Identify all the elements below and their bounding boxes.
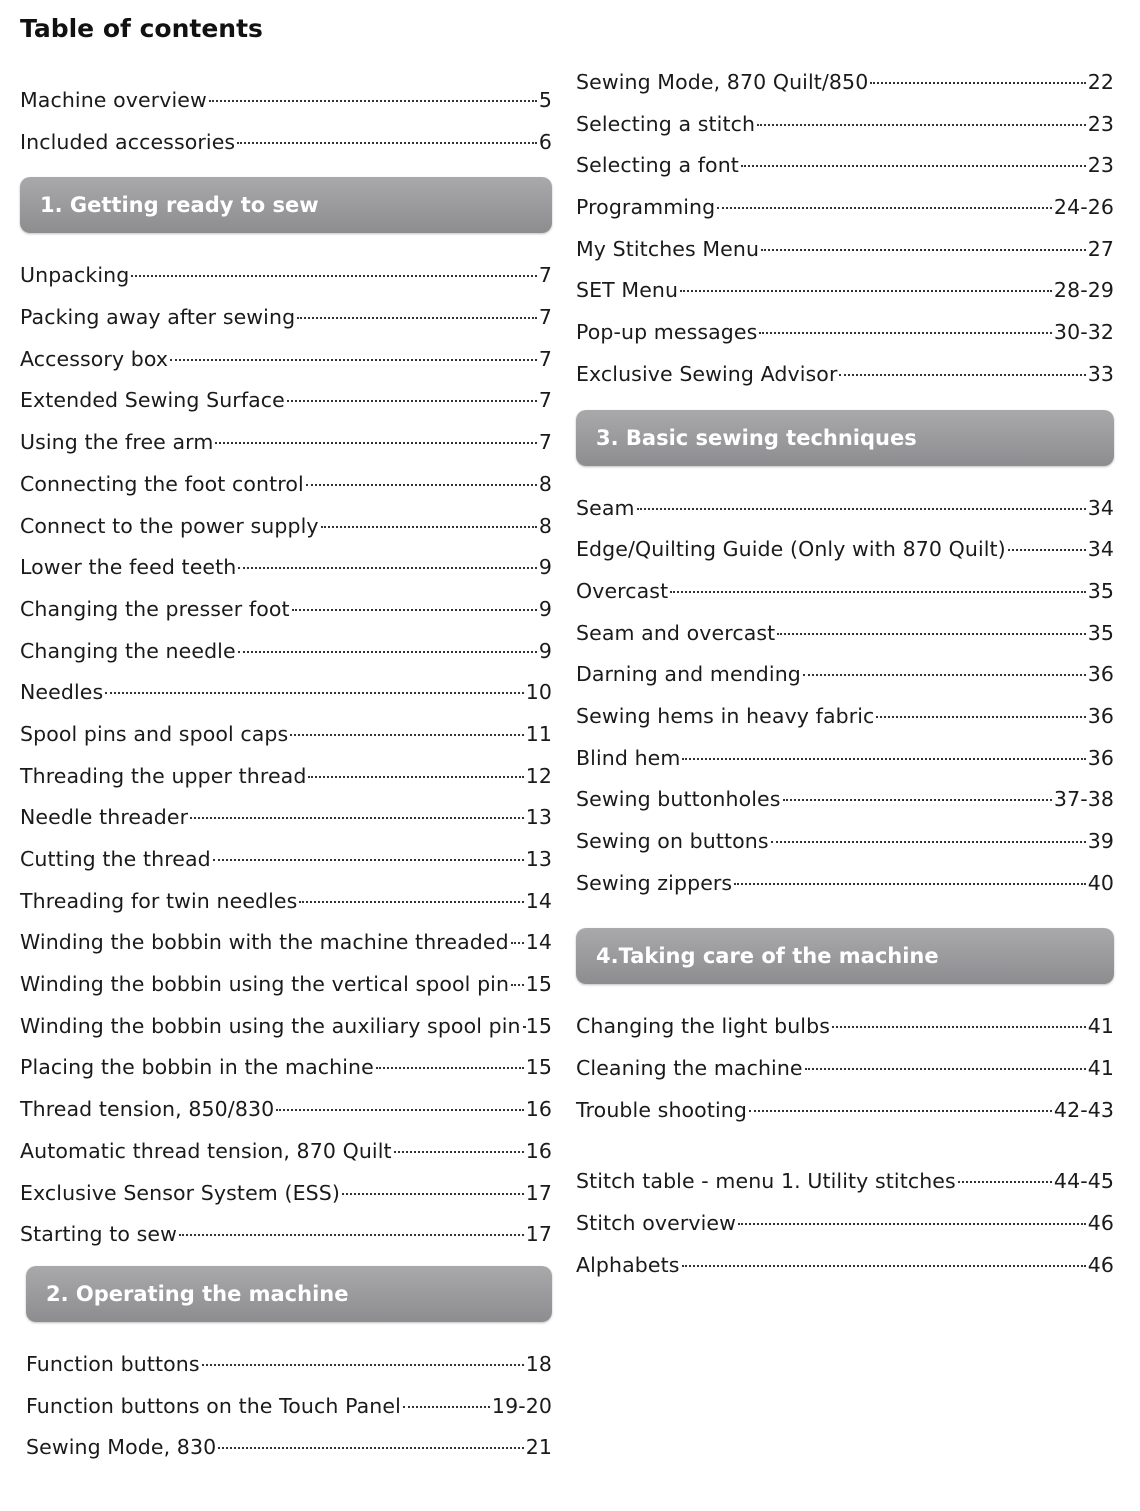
toc-entry [20, 1131, 552, 1173]
toc-entry [576, 654, 1114, 696]
toc-list-section-3 [576, 488, 1114, 905]
dot-leader [805, 1068, 1086, 1070]
right-column [576, 62, 1114, 1287]
toc-entry-page-number: 14 [525, 888, 552, 913]
toc-entry-title: Winding the bobbin using the auxiliary spool pin [20, 1013, 521, 1038]
toc-entry [20, 1173, 552, 1215]
toc-entry [20, 380, 552, 422]
toc-entry-page-number: 21 [525, 1435, 552, 1460]
dot-leader [403, 1406, 490, 1408]
toc-entry-title: Lower the feed teeth [20, 555, 237, 580]
toc-entry [20, 255, 552, 297]
dot-leader [783, 799, 1052, 801]
dot-leader [717, 207, 1052, 209]
toc-entry-title: Included accessories [20, 129, 236, 154]
toc-entry [576, 738, 1114, 780]
dot-leader [958, 1181, 1052, 1183]
toc-entry-title: Sewing on buttons [576, 829, 769, 853]
page-title: Table of contents [20, 14, 263, 43]
toc-entry [20, 797, 552, 839]
dot-leader [105, 692, 523, 694]
toc-entry-page-number: 19-20 [491, 1393, 552, 1418]
dot-leader [870, 82, 1085, 84]
dot-leader [637, 508, 1086, 510]
toc-entry [20, 547, 552, 589]
dot-leader [832, 1026, 1086, 1028]
dot-leader [342, 1193, 524, 1195]
toc-entry-page-number: 7 [538, 346, 552, 371]
toc-entry-page-number: 41 [1087, 1014, 1114, 1039]
toc-entry-page-number: 39 [1087, 829, 1114, 853]
toc-entry-page-number: 34 [1087, 495, 1114, 520]
toc-entry-page-number: 36 [1087, 662, 1114, 687]
dot-leader [218, 1447, 523, 1449]
toc-entry-title: Changing the presser foot [20, 596, 290, 621]
toc-entry [20, 1047, 552, 1089]
toc-entry-title: Darning and mending [576, 662, 801, 687]
toc-entry-title: Spool pins and spool caps [20, 721, 289, 746]
toc-entry-page-number: 22 [1087, 70, 1114, 94]
dot-leader [131, 275, 537, 277]
toc-entry-page-number: 44-45 [1053, 1169, 1114, 1194]
toc-entry-page-number: 7 [538, 388, 552, 413]
toc-entry [20, 297, 552, 339]
toc-entry-title: Changing the needle [20, 638, 236, 663]
toc-entry-page-number: 17 [525, 1222, 552, 1247]
toc-entry-page-number: 13 [525, 805, 552, 830]
spacer [576, 1131, 1114, 1161]
toc-entry [576, 354, 1114, 396]
toc-entry-title: Winding the bobbin using the vertical spool pin [20, 972, 510, 997]
toc-entry [576, 488, 1114, 530]
toc-entry-title: Connecting the foot control [20, 471, 304, 496]
toc-entry [26, 1427, 552, 1469]
toc-entry-title: Changing the light bulbs [576, 1014, 830, 1039]
toc-entry-page-number: 35 [1087, 620, 1114, 645]
toc-entry-page-number: 24-26 [1053, 195, 1114, 220]
toc-entry [20, 1089, 552, 1131]
toc-entry-title: Exclusive Sensor System (ESS) [20, 1180, 340, 1205]
toc-entry-title: Seam [576, 495, 635, 520]
dot-leader [777, 633, 1085, 635]
toc-entry-page-number: 36 [1087, 745, 1114, 770]
dot-leader [803, 674, 1086, 676]
dot-leader [299, 901, 523, 903]
toc-entry-title: Threading for twin needles [20, 888, 298, 913]
toc-entry-title: Pop-up messages [576, 320, 758, 345]
toc-entry-title: Placing the bobbin in the machine [20, 1055, 374, 1080]
toc-entry [20, 1006, 552, 1048]
toc-entry [576, 1245, 1114, 1287]
toc-entry-page-number: 11 [525, 721, 552, 746]
toc-entry-page-number: 36 [1087, 703, 1114, 728]
toc-entry [20, 122, 552, 164]
toc-entry-page-number: 33 [1087, 361, 1114, 386]
toc-entry-page-number: 9 [538, 638, 552, 663]
toc-entry-title: Starting to sew [20, 1222, 177, 1247]
toc-entry [576, 863, 1114, 905]
toc-entry-page-number: 34 [1087, 537, 1114, 562]
toc-entry-page-number: 8 [538, 513, 552, 538]
toc-entry-title: Automatic thread tension, 870 Quilt [20, 1138, 392, 1163]
toc-entry [576, 1203, 1114, 1245]
dot-leader [213, 859, 524, 861]
toc-entry-title: Needle threader [20, 805, 189, 830]
toc-entry-page-number: 46 [1087, 1211, 1114, 1236]
toc-entry-page-number: 41 [1087, 1056, 1114, 1081]
dot-leader [680, 290, 1052, 292]
toc-entry-page-number: 12 [525, 763, 552, 788]
toc-entry [576, 1048, 1114, 1090]
toc-list-section-4 [576, 1006, 1114, 1131]
toc-entry-page-number: 35 [1087, 578, 1114, 603]
toc-entry [20, 714, 552, 756]
toc-entry-title: Cleaning the machine [576, 1056, 803, 1081]
toc-entry-title: Needles [20, 680, 104, 705]
toc-entry-page-number: 5 [538, 88, 552, 112]
toc-entry-title: Seam and overcast [576, 620, 776, 645]
toc-entry-title: Function buttons [26, 1351, 200, 1376]
toc-entry [20, 631, 552, 673]
toc-entry-page-number: 28-29 [1053, 278, 1114, 303]
toc-entry-page-number: 17 [525, 1180, 552, 1205]
toc-entry-page-number: 9 [538, 555, 552, 580]
toc-entry-title: Selecting a stitch [576, 111, 756, 136]
toc-entry-title: Packing away after sewing [20, 305, 296, 330]
dot-leader [170, 359, 537, 361]
dot-leader [276, 1109, 523, 1111]
section-heading-basic-sewing: 3. Basic sewing techniques [576, 410, 1114, 466]
dot-leader [179, 1234, 524, 1236]
toc-entry [20, 881, 552, 923]
toc-entry [576, 312, 1114, 354]
toc-entry-page-number: 14 [525, 930, 552, 955]
dot-leader [321, 526, 537, 528]
toc-entry-title: Thread tension, 850/830 [20, 1097, 275, 1122]
toc-entry [20, 672, 552, 714]
toc-entry-page-number: 16 [525, 1138, 552, 1163]
toc-entry-title: Winding the bobbin with the machine threaded [20, 930, 509, 955]
toc-entry-page-number: 7 [538, 263, 552, 288]
toc-entry-title: Programming [576, 195, 716, 220]
section-heading-taking-care: 4.Taking care of the machine [576, 928, 1114, 984]
toc-entry-title: Edge/Quilting Guide (Only with 870 Quilt) [576, 537, 1006, 562]
dot-leader [237, 142, 537, 144]
toc-entry-title: Sewing zippers [576, 870, 733, 895]
toc-entry [576, 779, 1114, 821]
toc-entry-title: Function buttons on the Touch Panel [26, 1393, 401, 1418]
toc-entry [576, 187, 1114, 229]
toc-entry-page-number: 15 [525, 1055, 552, 1080]
toc-entry [20, 756, 552, 798]
toc-list-appendix [576, 1161, 1114, 1286]
dot-leader [761, 249, 1086, 251]
toc-entry-title: Alphabets [576, 1252, 680, 1277]
dot-leader [190, 817, 524, 819]
toc-entry-page-number: 23 [1087, 153, 1114, 178]
toc-entry-title: Blind hem [576, 745, 681, 770]
dot-leader [734, 883, 1085, 885]
toc-entry [26, 1386, 552, 1428]
dot-leader [292, 609, 537, 611]
toc-entry [576, 62, 1114, 104]
toc-entry-title: Using the free arm [20, 430, 214, 455]
toc-entry-title: SET Menu [576, 278, 679, 303]
toc-list-intro [20, 80, 552, 163]
toc-entry [20, 80, 552, 122]
toc-entry-page-number: 16 [525, 1097, 552, 1122]
toc-entry-page-number: 30-32 [1053, 320, 1114, 345]
dot-leader [394, 1151, 524, 1153]
dot-leader [238, 651, 537, 653]
toc-entry-title: Overcast [576, 578, 669, 603]
toc-entry [576, 145, 1114, 187]
toc-entry-title: Selecting a font [576, 153, 739, 178]
toc-entry-page-number: 15 [525, 1013, 552, 1038]
dot-leader [297, 317, 537, 319]
dot-leader [376, 1067, 524, 1069]
section-heading-getting-ready: 1. Getting ready to sew [20, 177, 552, 233]
dot-leader [511, 942, 524, 944]
toc-entry [576, 613, 1114, 655]
toc-entry-title: Sewing hems in heavy fabric [576, 703, 875, 728]
dot-leader [670, 591, 1085, 593]
toc-entry-page-number: 15 [525, 972, 552, 997]
left-column [20, 80, 552, 1469]
toc-entry [20, 506, 552, 548]
toc-entry-page-number: 46 [1087, 1252, 1114, 1277]
dot-leader [682, 758, 1085, 760]
dot-leader [757, 124, 1086, 126]
toc-entry-title: Connect to the power supply [20, 513, 319, 538]
toc-entry [20, 922, 552, 964]
dot-leader [308, 776, 523, 778]
toc-entry-title: Stitch overview [576, 1211, 736, 1236]
dot-leader [1008, 549, 1086, 551]
toc-entry-page-number: 10 [525, 680, 552, 705]
dot-leader [682, 1265, 1086, 1267]
dot-leader [238, 567, 536, 569]
toc-entry-page-number: 13 [525, 847, 552, 871]
dot-leader [511, 984, 524, 986]
toc-entry-page-number: 23 [1087, 111, 1114, 136]
toc-entry-page-number: 40 [1087, 870, 1114, 895]
toc-entry-title: Unpacking [20, 263, 130, 288]
toc-entry [20, 589, 552, 631]
dot-leader [523, 1026, 524, 1028]
toc-entry [576, 821, 1114, 863]
dot-leader [876, 716, 1085, 718]
dot-leader [749, 1110, 1052, 1112]
toc-entry [576, 270, 1114, 312]
toc-entry-page-number: 7 [538, 430, 552, 455]
toc-entry-title: Threading the upper thread [20, 763, 307, 788]
toc-entry [20, 464, 552, 506]
toc-entry-title: Sewing Mode, 830 [26, 1435, 217, 1460]
dot-leader [215, 442, 536, 444]
dot-leader [306, 484, 537, 486]
toc-entry-page-number: 7 [538, 305, 552, 330]
dot-leader [738, 1223, 1086, 1225]
toc-entry-title: Stitch table - menu 1. Utility stitches [576, 1169, 956, 1194]
toc-entry [576, 104, 1114, 146]
toc-entry-page-number: 42-43 [1053, 1097, 1114, 1122]
bleed-through-decoration [560, 0, 575, 33]
toc-entry-page-number: 18 [525, 1351, 552, 1376]
dot-leader [839, 374, 1085, 376]
toc-entry [20, 839, 552, 881]
toc-entry-title: Sewing Mode, 870 Quilt/850 [576, 70, 869, 94]
dot-leader [290, 734, 523, 736]
section-heading-operating: 2. Operating the machine [26, 1266, 552, 1322]
toc-entry-title: My Stitches Menu [576, 236, 760, 261]
toc-entry-title: Sewing buttonholes [576, 787, 781, 812]
toc-entry [20, 1214, 552, 1256]
toc-entry [26, 1344, 552, 1386]
toc-entry-title: Machine overview [20, 88, 207, 112]
toc-list-section-2a [26, 1344, 552, 1469]
toc-entry-page-number: 27 [1087, 236, 1114, 261]
toc-entry-page-number: 37-38 [1053, 787, 1114, 812]
dot-leader [771, 841, 1086, 843]
toc-entry [576, 571, 1114, 613]
toc-list-section-2b [576, 62, 1114, 396]
toc-list-section-1 [20, 255, 552, 1256]
toc-entry-title: Extended Sewing Surface [20, 388, 285, 413]
toc-entry-title: Accessory box [20, 346, 169, 371]
toc-entry [20, 339, 552, 381]
toc-entry-page-number: 6 [538, 129, 552, 154]
toc-entry-title: Cutting the thread [20, 847, 211, 871]
toc-entry-title: Trouble shooting [576, 1097, 747, 1122]
toc-entry [576, 696, 1114, 738]
toc-entry [576, 1006, 1114, 1048]
toc-entry [576, 1161, 1114, 1203]
toc-entry [576, 529, 1114, 571]
dot-leader [287, 400, 537, 402]
toc-entry-page-number: 9 [538, 596, 552, 621]
toc-entry [20, 422, 552, 464]
dot-leader [741, 165, 1086, 167]
toc-entry-page-number: 8 [538, 471, 552, 496]
toc-entry-title: Exclusive Sewing Advisor [576, 361, 838, 386]
dot-leader [209, 100, 537, 102]
toc-entry [576, 1090, 1114, 1132]
dot-leader [202, 1364, 524, 1366]
toc-entry [20, 964, 552, 1006]
dot-leader [759, 332, 1052, 334]
toc-entry [576, 229, 1114, 271]
